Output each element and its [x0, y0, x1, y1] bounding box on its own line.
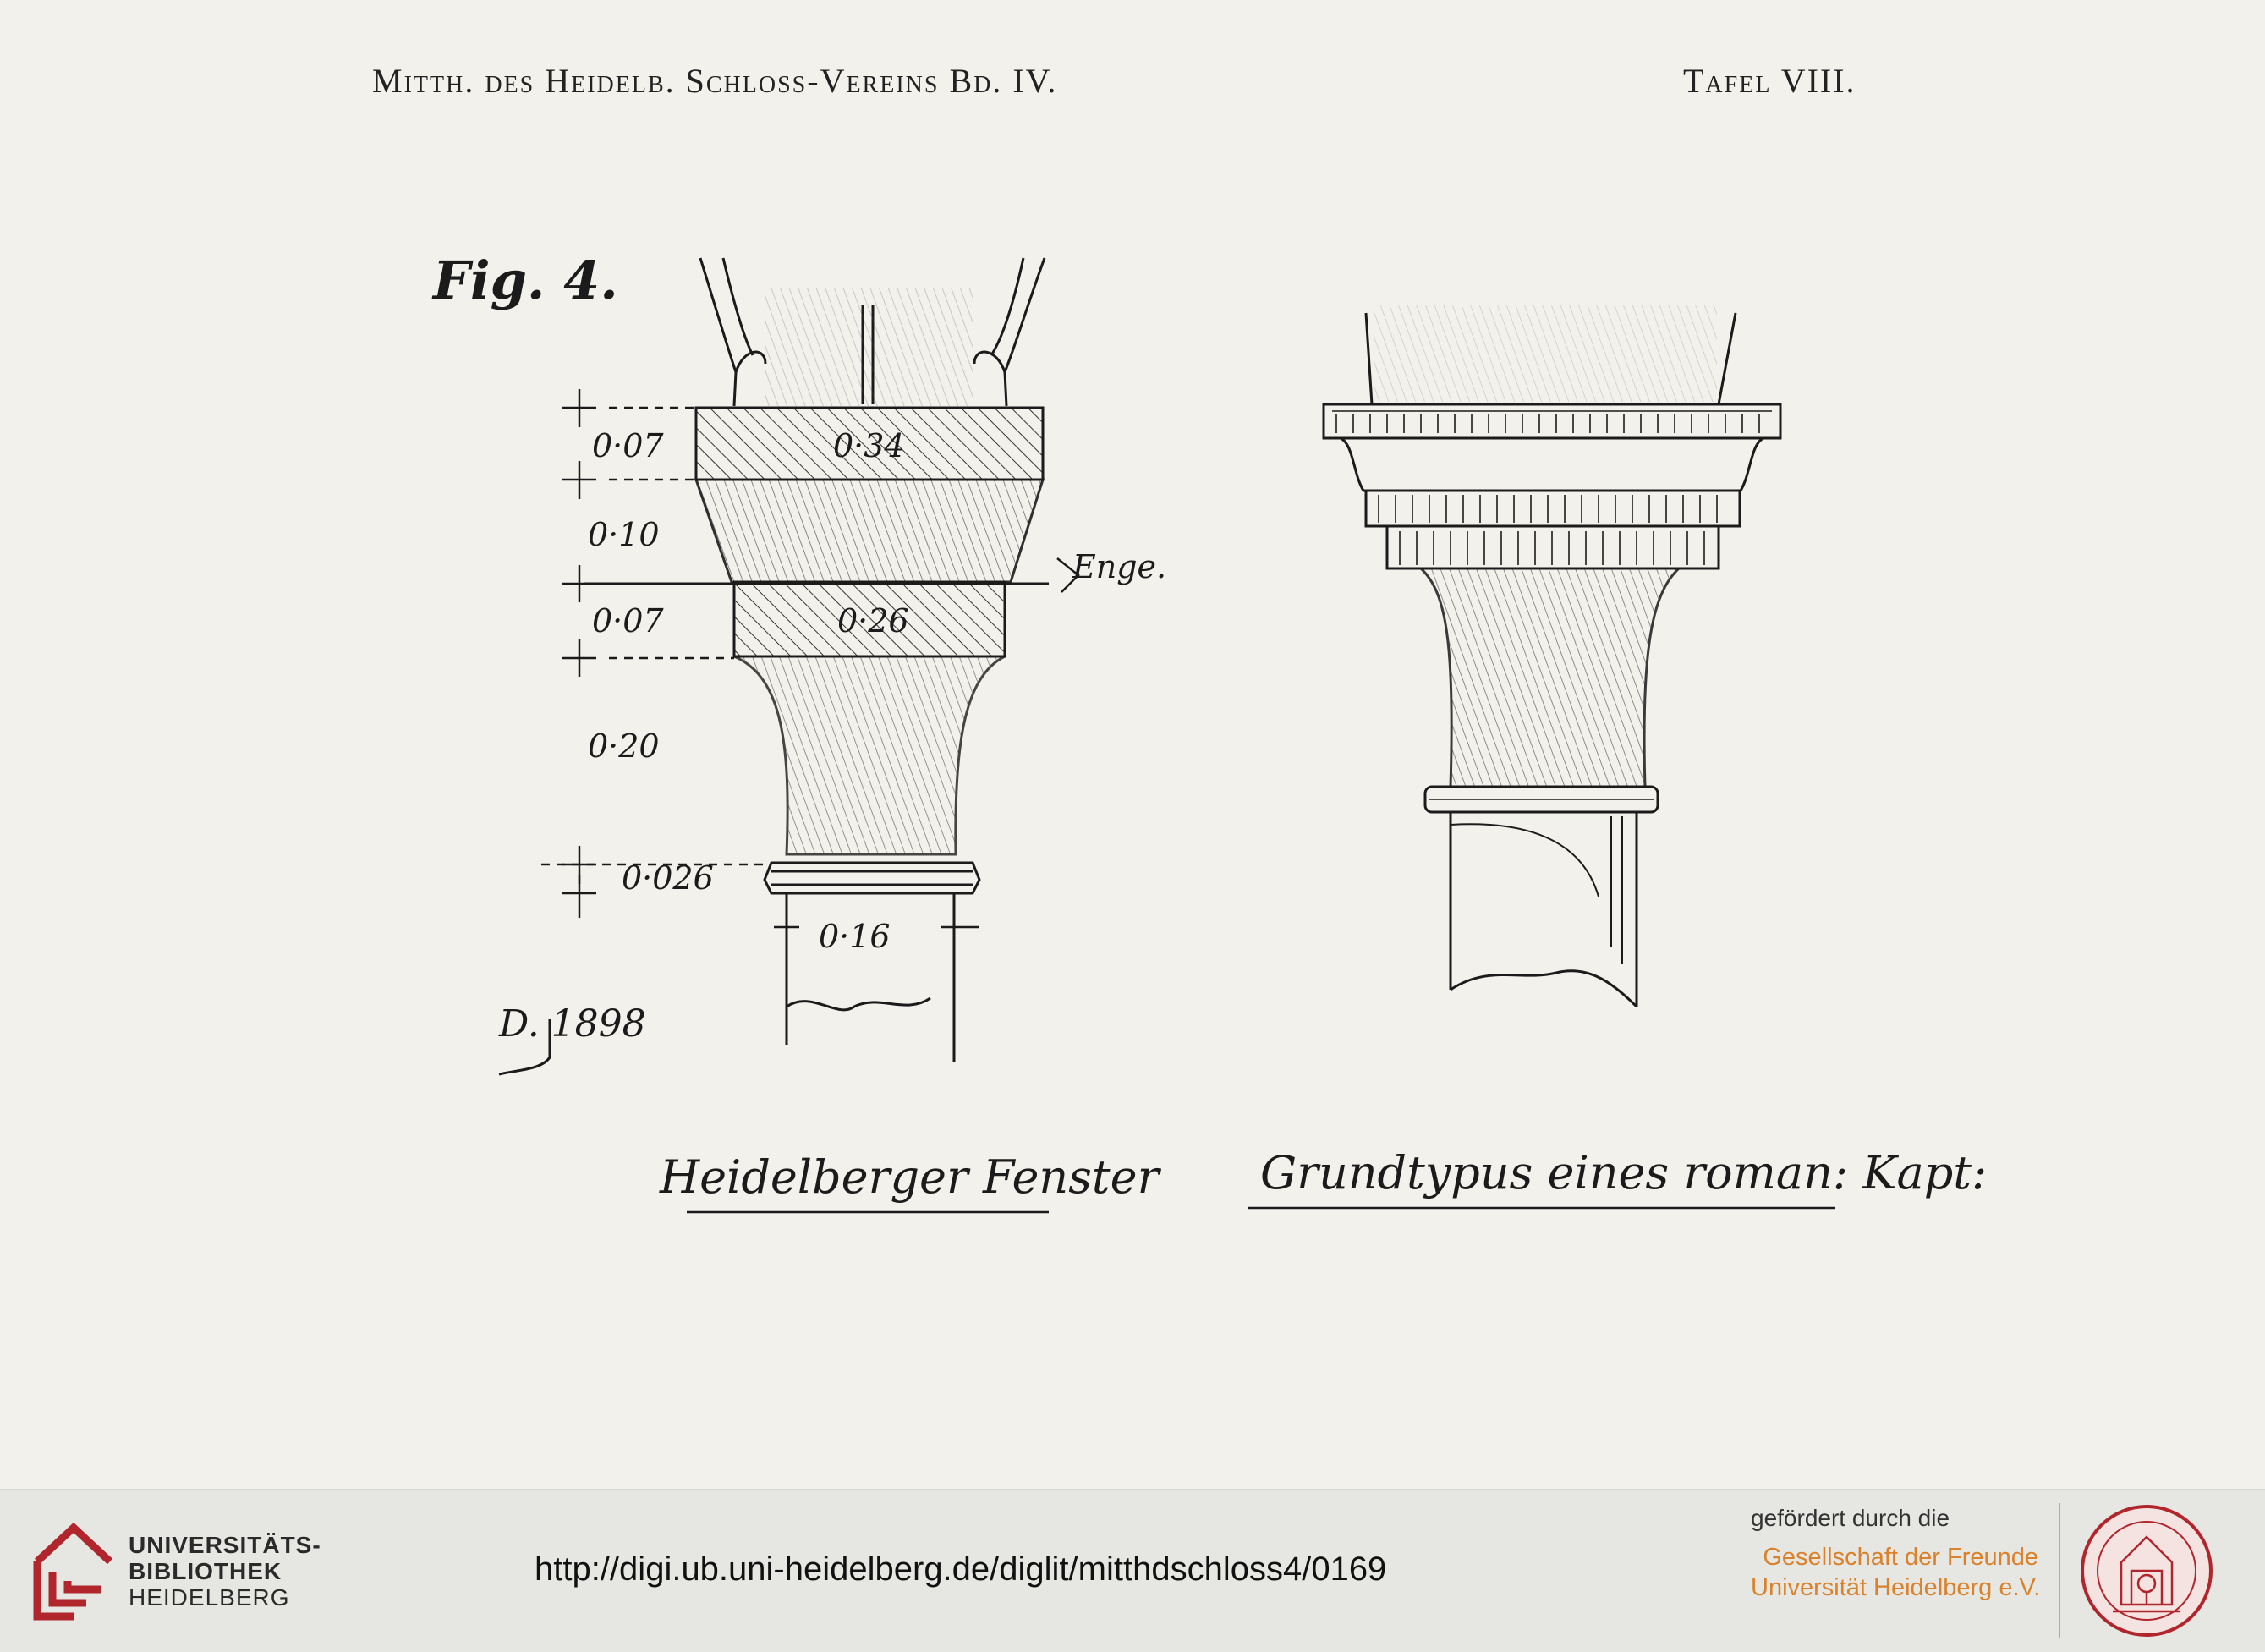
sponsor-line-2: Universität Heidelberg e.V.: [1751, 1574, 2041, 1601]
plate-number: Tafel VIII.: [1683, 62, 1856, 100]
ub-heidelberg-logo-icon: [27, 1515, 120, 1625]
sponsor-name: [1751, 1542, 2041, 1603]
dim-label: 0·34: [833, 427, 905, 464]
dim-label: 0·10: [588, 516, 660, 553]
permalink-url[interactable]: http://digi.ub.uni-heidelberg.de/diglit/mitthdschloss4/0169: [535, 1550, 1387, 1588]
library-line-2: BIBLIOTHEK: [129, 1558, 282, 1584]
library-line-3: HEIDELBERG: [129, 1584, 290, 1611]
sponsor-intro: gefördert durch die: [1751, 1505, 1950, 1531]
caption-right: Grundtypus eines roman: Kapt:: [1260, 1146, 1988, 1199]
dim-label: 0·026: [622, 859, 714, 897]
figure-label: Fig. 4.: [433, 250, 618, 311]
sponsor-divider: [2059, 1503, 2060, 1638]
dim-label: 0·07: [592, 427, 664, 464]
plate-header-left: Mitth. des Heidelb. Schloss-Vereins Bd. IV.: [372, 62, 1058, 100]
enge-label: Enge.: [1072, 548, 1167, 585]
sponsor-line-1: Gesellschaft der Freunde: [1763, 1544, 2038, 1571]
library-name: [129, 1532, 321, 1611]
heidelberger-fenster-capital: [499, 258, 1078, 1074]
dim-label: 0·16: [819, 918, 891, 955]
dim-label: 0·07: [592, 602, 664, 639]
library-line-1: UNIVERSITÄTS-: [129, 1532, 321, 1558]
artist-signature: D. 1898: [499, 1002, 646, 1046]
university-seal-icon: [2079, 1503, 2214, 1638]
dim-label: 0·26: [837, 602, 909, 639]
caption-left: Heidelberger Fenster: [660, 1150, 1160, 1204]
dim-label: 0·20: [588, 727, 660, 765]
footer-bar: [0, 1489, 2265, 1652]
romanesque-capital: [1324, 305, 1780, 1007]
